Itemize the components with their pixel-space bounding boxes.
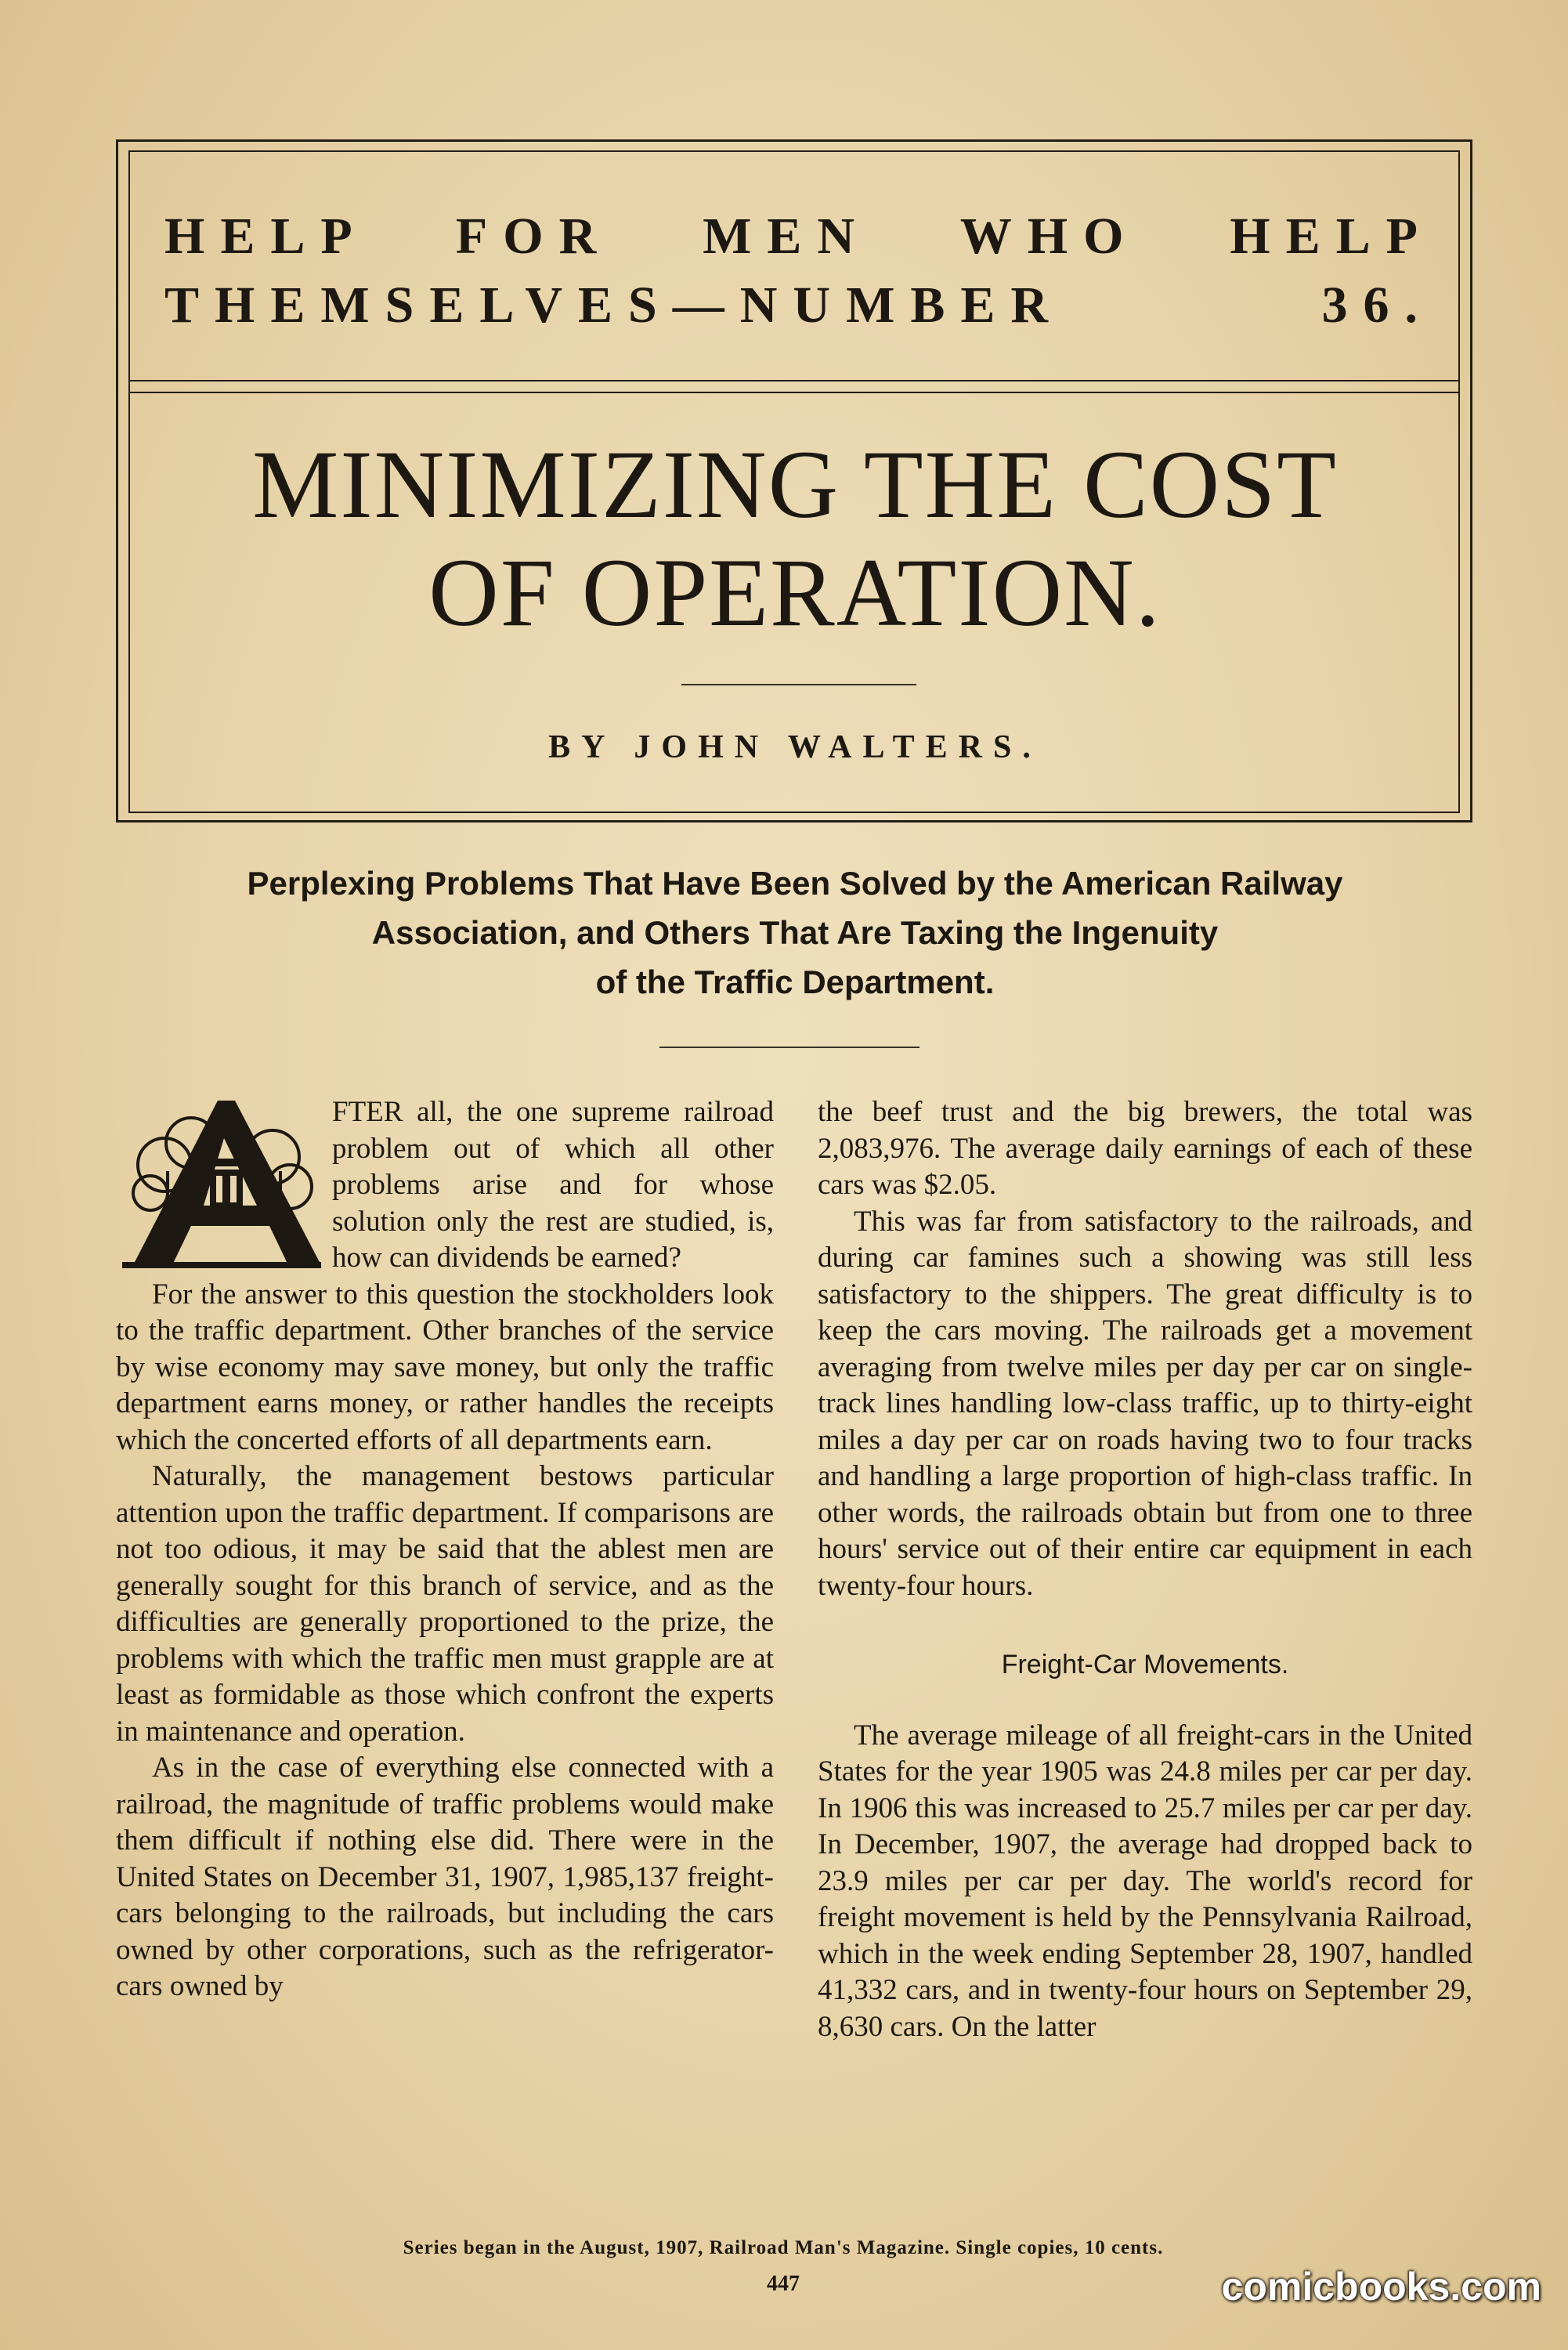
page-number: 447: [767, 2272, 800, 2296]
paragraph-7: The average mileage of all freight-cars in the United States for the year 1905 was 24.8 miles per car per day. In 1906 this was increased to 25.7 miles per car per day. In December, 1907, the average had dropped back to 23.9 miles per car per day. The world's record for freight movement is held by the Pennsylvania Railroad, which in the week ending September 28, 1907, handled 41,332 cars, and in twenty-four hours on September 29, 8,630 cars. On the latter: [818, 1719, 1472, 2043]
article-deck: [110, 859, 1480, 1007]
deck-line-3: of the Traffic Department.: [595, 964, 995, 1000]
article-title-line-2: OF OPERATION.: [428, 539, 1162, 646]
ornamental-letter-A-icon: [116, 1093, 321, 1271]
article-title-line-1: MINIMIZING THE COST: [252, 431, 1338, 538]
paragraph-1: FTER all, the one supreme railroad problem out of which all other problems arise and for whose solution only the rest are studied, is, how can dividends be earned?: [332, 1096, 774, 1274]
source-watermark: comicbooks.com: [1221, 2265, 1541, 2308]
deck-separator-rule: [659, 1047, 919, 1048]
paragraph-4: As in the case of everything else connected with a railroad, the magnitude of traffic problems would make them difficult if nothing else did. There were in the United States on December 31, 1907, 1,985,137 freight-cars belonging to the railroads, but including the cars owned by other corporations, such as the refrigerator-cars owned by: [116, 1752, 774, 2002]
title-box-divider: [128, 380, 1460, 381]
deck-line-2: Association, and Others That Are Taxing the Ingenuity: [371, 914, 1219, 951]
article-title: [141, 431, 1449, 647]
paragraph-2: For the answer to this question the stockholders look to the traffic department. Other branches of the service by wise economy may save money, but only the traffic department earns money, or rather handles the receipts which the concerted efforts of all departments earn.: [116, 1278, 774, 1456]
title-box-divider-second: [128, 392, 1460, 393]
section-subhead: Freight-Car Movements.: [1001, 1650, 1289, 1679]
deck-line-1: Perplexing Problems That Have Been Solved by the American Railway: [247, 865, 1343, 902]
series-title: HELP FOR MEN WHO HELP THEMSELVES—NUMBER 36.: [164, 208, 1433, 334]
title-separator-rule: [681, 684, 916, 685]
right-column: [818, 1094, 1472, 2045]
paragraph-5: the beef trust and the big brewers, the total was 2,083,976. The average daily earnings of each of these cars was $2.05.: [818, 1096, 1472, 1201]
byline: BY JOHN WALTERS.: [548, 729, 1042, 765]
series-footnote: Series began in the August, 1907, Railroad Man's Magazine. Single copies, 10 cents.: [403, 2237, 1164, 2258]
paragraph-6: This was far from satisfactory to the railroads, and during car famines such a showing was still less satisfactory to the shippers. The great difficulty is to keep the cars moving. The railroads get a movement averaging from twelve miles per day per car on single-track lines handling low-class traffic, up to thirty-eight miles a day per car on roads having two to four tracks and handling a large proportion of high-class traffic. In other words, the railroads obtain but from one to three hours' service out of their entire car equipment in each twenty-four hours.: [818, 1205, 1472, 1602]
left-column: [116, 1094, 774, 2005]
paragraph-3: Naturally, the management bestows particular attention upon the traffic department. If comparisons are not too odious, it may be said that the ablest men are generally sought for this branch of service, and as the difficulties are generally proportioned to the prize, the problems with which the traffic men must grapple are at least as formidable as those which confront the experts in maintenance and operation.: [116, 1460, 774, 1748]
